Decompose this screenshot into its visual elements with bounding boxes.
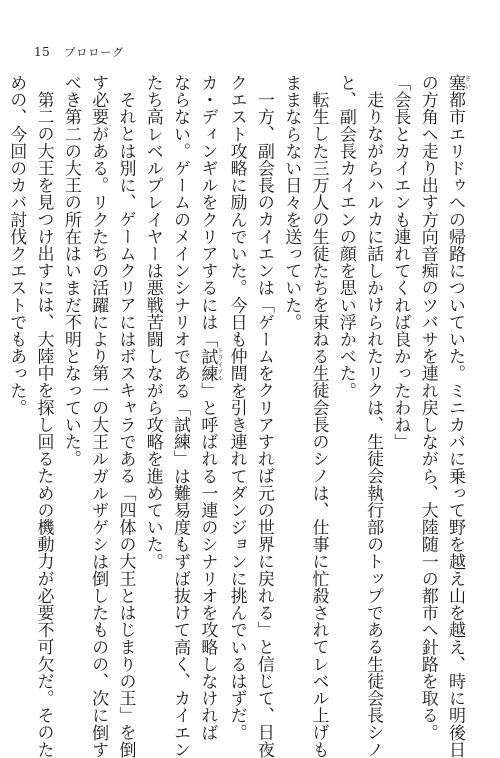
text-line: クエスト攻略に励んでいた。今日も仲間を引き連れてダンジョンに挑んでいるはずだ。 <box>226 74 247 741</box>
ruby-sai: 塞さい <box>445 74 471 92</box>
text-line: と、副会長カイエンの顔を思い浮かべた。 <box>335 74 356 399</box>
text-line: 一方、副会長のカイエンは「ゲームをクリアすれば元の世界に戻れる」と信じて、日夜 <box>253 91 274 758</box>
text-line: それとは別に、ゲームクリアにはボスキャラである「四体の大王とはじまりの王」を倒 <box>115 91 136 758</box>
chapter-title: プロローグ <box>64 46 125 59</box>
text-line: たち高レベルプレイヤーは悪戦苦闘しながら攻略を進めていた。 <box>142 74 163 570</box>
text-line: ならない。ゲームのメインシナリオである「試練」は難易度もずば抜けて高く、カイエン <box>170 74 191 758</box>
page-number: 15 <box>34 45 51 59</box>
ruby-trial: 試練トライアル <box>197 347 223 382</box>
text-line: ままならない日々を送っていた。 <box>281 74 302 331</box>
text-line: の方角へ走り出す方向音痴のツバサを連れ戻しながら、大陸随一の都市へ針路を取る。 <box>417 74 438 741</box>
text-line: 走りながらハルカに話しかけられたリクは、生徒会執行部のトップである生徒会長シノ <box>363 91 384 758</box>
text-line: 第二の大王を見つけ出すには、大陸中を探し回るための機動力が必要不可欠だ。そのた <box>33 91 54 758</box>
text-line: 塞さい都市エリドゥへの帰路についていた。ミニカバに乗って野を越え山を越え、時に明後日 <box>445 74 471 758</box>
text-line: べき第二の大王の所在はいまだ不明となっていた。 <box>60 74 81 468</box>
text-line: めの、今回のカバ討伐クエストでもあった。 <box>6 74 27 416</box>
page-header <box>34 44 124 64</box>
vertical-body-text <box>6 74 471 758</box>
text-line: 転生した三万人の生徒たちを束ねる生徒会長のシノは、仕事に忙殺されてレベル上げも <box>308 91 329 758</box>
text-line: カ・ディンギルをクリアするには「試練トライアル」と呼ばれる一連のシナリオを攻略しなければ <box>197 74 223 741</box>
dialogue-line: 「会長とカイエンも連れてくれば良かったわね」 <box>390 74 411 451</box>
text-line: す必要がある。リクたちの活躍により第一の大王ルガルザゲシは倒したものの、次に倒す <box>88 74 109 758</box>
